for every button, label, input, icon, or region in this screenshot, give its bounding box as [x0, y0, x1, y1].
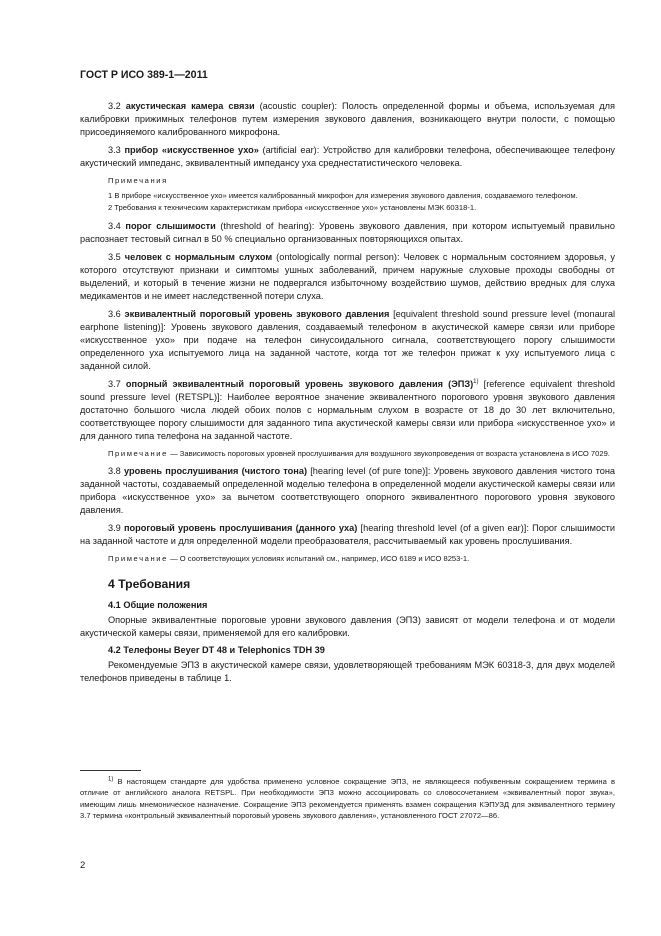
definition-3-8 [80, 465, 615, 517]
clause-number: 3.8 [108, 466, 125, 476]
note-text: — О соответствующих условиях испытаний см., например, ИСО 6189 и ИСО 8253-1. [167, 554, 470, 563]
definition-3-9 [80, 522, 615, 548]
definition-text: [reference equivalent threshold sound pressure level (RETSPL)]: Наиболее вероятное значение эквивалентного порогового уровня звукового давления достаточно большого числа людей обоих полов с нормальным слухом в возрасте от 18 до 30 лет включительно, соответствующее порогу слышимости для заданного типа акустической камеры связи или прибора «искусственное ухо» и для данного типа телефона на заданной частоте. [80, 378, 615, 441]
term: пороговый уровень прослушивания (данного уха) [123, 523, 358, 533]
footnote [80, 776, 615, 821]
note-2: 2 Требования к техническим характеристикам прибора «искусственное ухо» установлены МЭК 60318-1. [108, 203, 477, 212]
term: опорный эквивалентный пороговый уровень звукового давления (ЭПЗ) [125, 378, 474, 389]
definition-3-7 [80, 378, 615, 443]
footnote-text: В настоящем стандарте для удобства применено условное сокращение ЭПЗ, не являющееся побуквенным сокращением термина в отличие от английского аналога RETSPL. При необходимости ЭПЗ можно ассоциировать со словосочетанием «эквивалентный порог звука», имеющим лишь мнемоническое назначение. Сокращение ЭПЗ рекомендуется применять взамен сокращения КЭПУЗД для эквивалентного термину 3.7 термина «контрольный эквивалентный пороговый уровень звукового давления», установленного ГОСТ 27072—86. [80, 777, 615, 820]
section-4-1-text: Опорные эквивалентные пороговые уровни звукового давления (ЭПЗ) зависят от модели телефона и от модели акустической камеры связи, применяемой для его калибровки. [80, 614, 615, 638]
note-heading: Примечание [108, 554, 168, 563]
note-3-7 [80, 448, 615, 460]
term: прибор «искусственное ухо» [124, 145, 259, 155]
definition-text: (ontologically normal person): Человек с нормальным состоянием здоровья, у которого отсутствуют признаки и симптомы ушных заболеваний, причем наружные слуховые проходы свободны от выделений, и который в течение жизни не подвергался избыточному воздействию шумов, действию вредных для слуха медикаментов и не имеет наследственной потери слуха. [80, 251, 615, 301]
definition-3-3 [80, 144, 615, 170]
note-text: — Зависимость пороговых уровней прослушивания для воздушного звукопроведения от возраста установлена в ИСО 7029. [167, 448, 610, 458]
definition-text: (acoustic coupler): Полость определенной формы и объема, используемая для калибровки прижимных телефонов путем измерения звукового давления, возникающего внутри полости, с помощью присоединяемого калиброванного микрофона. [80, 101, 616, 137]
definition-text: (threshold of hearing): Уровень звукового давления, при котором испытуемый правильно распознает тестовый сигнал в 50 % специально организованных повторяющихся опытах. [80, 220, 615, 244]
definition-3-2 [80, 100, 615, 139]
clause-number: 3.9 [108, 523, 124, 533]
definition-text: [hearing threshold level (of a given ear)]: Порог слышимости на заданной частоте и для определенной модели преобразователя, рассчитываемый как уровень прослушивания. [80, 523, 616, 546]
footnote-divider [80, 770, 141, 771]
clause-number: 3.5 [108, 251, 125, 262]
section-4-1-heading: 4.1 Общие положения [108, 599, 208, 610]
clause-number: 3.4 [108, 220, 126, 231]
definition-text: (artificial ear): Устройство для калибровки телефона, обеспечивающее телефону акустический импеданс, эквивалентный импедансу уха среднестатистического человека. [80, 145, 615, 168]
term: эквивалентный пороговый уровень звукового давления [124, 308, 390, 319]
note-heading: Примечание [108, 448, 168, 458]
term: порог слышимости [125, 220, 216, 231]
page-number: 2 [80, 860, 86, 871]
term: акустическая камера связи [125, 101, 255, 111]
page-body [80, 100, 615, 690]
footnote-marker: 1) [108, 776, 114, 783]
notes-heading: Примечания [108, 176, 168, 185]
clause-number: 3.7 [108, 378, 126, 389]
term: человек с нормальным слухом [124, 251, 273, 262]
definition-3-6 [80, 308, 615, 373]
note-1: 1 В приборе «искусственное ухо» имеется калиброванный микрофон для измерения звукового давления, создаваемого телефоном. [108, 190, 578, 200]
page-header: ГОСТ Р ИСО 389-1—2011 [80, 69, 208, 81]
clause-number: 3.6 [108, 308, 125, 319]
section-4-heading: 4 Требования [108, 576, 191, 591]
footnote-ref: 1) [473, 378, 479, 385]
section-4-2-heading: 4.2 Телефоны Beyer DT 48 и Telephonics TDH 39 [108, 644, 325, 655]
note-3-9 [80, 553, 615, 565]
section-4-2-text: Рекомендуемые ЭПЗ в акустической камере связи, удовлетворяющей требованиям МЭК 60318-3, для двух моделей телефонов приведены в таблице 1. [80, 659, 615, 683]
definition-3-4 [80, 220, 615, 246]
definition-text: [equivalent threshold sound pressure level (monaural earphone listening)]: Уровень звукового давления, создаваемый телефоном в акустической камере связи или приборе «искусственное ухо» при подаче на телефон синусоидального сигнала, соответствующего порогу слышимости определенного уха испытуемого лица на заданной частоте, когда тот же телефон прижат к уху испытуемого лица с заданной силой. [80, 308, 615, 371]
clause-number: 3.3 [108, 145, 125, 155]
term: уровень прослушивания (чистого тона) [124, 466, 308, 476]
definition-3-5 [80, 251, 615, 303]
clause-number: 3.2 [108, 101, 126, 111]
definition-text: [hearing level (of pure tone)]: Уровень звукового давления чистого тона заданной частоты, создаваемый определенной моделью телефона в определенной модели акустической камеры связи или прибора «искусственное ухо» за вычетом соответствующего опорного эквивалентного порогового уровня звукового давления. [80, 466, 615, 515]
